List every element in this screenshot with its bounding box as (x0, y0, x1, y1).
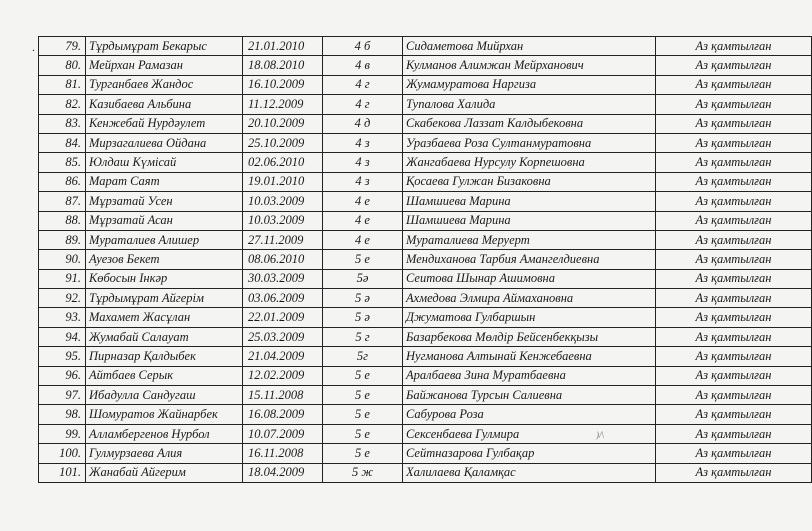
student-name-cell: Алламбергенов Нурбол (86, 424, 243, 443)
table-row (39, 230, 812, 249)
birth-date-cell: 15.11.2008 (243, 386, 323, 405)
student-name-cell: Шомуратов Жайнарбек (86, 405, 243, 424)
status-cell: Аз қамтылған (656, 405, 812, 424)
table-row (39, 95, 812, 114)
row-number-cell: 94. (39, 327, 86, 346)
class-grade-cell: 4 б (323, 37, 403, 56)
class-teacher-cell: Базарбекова Мөлдір Бейсенбекқызы (403, 327, 656, 346)
status-cell: Аз қамтылған (656, 56, 812, 75)
student-name-cell: Айтбаев Серык (86, 366, 243, 385)
birth-date-cell: 11.12.2009 (243, 95, 323, 114)
row-number-cell: 84. (39, 133, 86, 152)
students-table (38, 36, 812, 483)
class-grade-cell: 5 е (323, 424, 403, 443)
student-name-cell: Мұрзатай Асан (86, 211, 243, 230)
row-number-cell: 100. (39, 444, 86, 463)
birth-date-cell: 10.03.2009 (243, 192, 323, 211)
table-row (39, 114, 812, 133)
student-name-cell: Мураталиев Алишер (86, 230, 243, 249)
row-number-cell: 81. (39, 75, 86, 94)
birth-date-cell: 08.06.2010 (243, 250, 323, 269)
student-name-cell: Мұрзатай Усен (86, 192, 243, 211)
table-row (39, 424, 812, 443)
class-teacher-cell: Кулманов Алимжан Мейрханович (403, 56, 656, 75)
class-teacher-cell: Сексенбаева Гулмира (403, 424, 656, 443)
student-name-cell: Кенжебай Нурдәулет (86, 114, 243, 133)
row-number-cell: 83. (39, 114, 86, 133)
class-grade-cell: 5 е (323, 366, 403, 385)
birth-date-cell: 16.11.2008 (243, 444, 323, 463)
student-name-cell: Пирназар Қалдыбек (86, 347, 243, 366)
status-cell: Аз қамтылған (656, 95, 812, 114)
status-cell: Аз қамтылған (656, 444, 812, 463)
table-row (39, 192, 812, 211)
class-teacher-cell: Шамшиева Марина (403, 192, 656, 211)
row-number-cell: 82. (39, 95, 86, 114)
table-row (39, 444, 812, 463)
table-row (39, 347, 812, 366)
status-cell: Аз қамтылған (656, 424, 812, 443)
table-row (39, 172, 812, 191)
birth-date-cell: 21.04.2009 (243, 347, 323, 366)
class-teacher-cell: Сеитова Шынар Ашимовна (403, 269, 656, 288)
class-teacher-cell: Сабурова Роза (403, 405, 656, 424)
status-cell: Аз қамтылған (656, 230, 812, 249)
birth-date-cell: 16.08.2009 (243, 405, 323, 424)
class-grade-cell: 5 ә (323, 289, 403, 308)
class-grade-cell: 5 ж (323, 463, 403, 482)
class-teacher-cell: Жумамуратова Наргиза (403, 75, 656, 94)
table-row (39, 133, 812, 152)
status-cell: Аз қамтылған (656, 192, 812, 211)
table-row (39, 37, 812, 56)
table-row (39, 386, 812, 405)
student-name-cell: Махамет Жасұлан (86, 308, 243, 327)
row-number-cell: 88. (39, 211, 86, 230)
class-teacher-cell: Мураталиева Меруерт (403, 230, 656, 249)
row-number-cell: 86. (39, 172, 86, 191)
student-name-cell: Тұрдымұрат Бекарыс (86, 37, 243, 56)
class-teacher-cell: Уразбаева Роза Султанмуратовна (403, 133, 656, 152)
row-number-cell: 95. (39, 347, 86, 366)
table-body (39, 37, 812, 483)
row-number-cell: 92. (39, 289, 86, 308)
birth-date-cell: 22.01.2009 (243, 308, 323, 327)
table-row (39, 289, 812, 308)
birth-date-cell: 20.10.2009 (243, 114, 323, 133)
class-grade-cell: 4 е (323, 211, 403, 230)
status-cell: Аз қамтылған (656, 172, 812, 191)
class-grade-cell: 5 е (323, 444, 403, 463)
class-teacher-cell: Нугманова Алтынай Кенжебаевна (403, 347, 656, 366)
row-number-cell: 96. (39, 366, 86, 385)
student-name-cell: Мирзагалиева Ойдана (86, 133, 243, 152)
birth-date-cell: 10.07.2009 (243, 424, 323, 443)
row-number-cell: 80. (39, 56, 86, 75)
class-grade-cell: 5 е (323, 405, 403, 424)
row-number-cell: 97. (39, 386, 86, 405)
student-name-cell: Көбосын Інкәр (86, 269, 243, 288)
class-grade-cell: 4 е (323, 230, 403, 249)
student-name-cell: Казибаева Альбина (86, 95, 243, 114)
birth-date-cell: 18.04.2009 (243, 463, 323, 482)
table-row (39, 56, 812, 75)
row-number-cell: 99. (39, 424, 86, 443)
student-name-cell: Жумабай Салауат (86, 327, 243, 346)
birth-date-cell: 19.01.2010 (243, 172, 323, 191)
class-teacher-cell: Халилаева Қаламқас (403, 463, 656, 482)
class-teacher-cell: Мендиханова Тарбия Амангелдиевна (403, 250, 656, 269)
status-cell: Аз қамтылған (656, 463, 812, 482)
status-cell: Аз қамтылған (656, 308, 812, 327)
birth-date-cell: 18.08.2010 (243, 56, 323, 75)
student-name-cell: Марат Саят (86, 172, 243, 191)
class-grade-cell: 5 ә (323, 308, 403, 327)
table-row (39, 75, 812, 94)
class-teacher-cell: Қосаева Гулжан Бизаковна (403, 172, 656, 191)
class-teacher-cell: Аралбаева Зина Муратбаевна (403, 366, 656, 385)
class-grade-cell: 5 е (323, 250, 403, 269)
birth-date-cell: 25.10.2009 (243, 133, 323, 152)
status-cell: Аз қамтылған (656, 347, 812, 366)
row-number-cell: 85. (39, 153, 86, 172)
status-cell: Аз қамтылған (656, 366, 812, 385)
table-row (39, 405, 812, 424)
class-grade-cell: 5г (323, 347, 403, 366)
class-teacher-cell: Жангабаева Нурсулу Корпешовна (403, 153, 656, 172)
birth-date-cell: 16.10.2009 (243, 75, 323, 94)
status-cell: Аз қамтылған (656, 269, 812, 288)
row-number-cell: 87. (39, 192, 86, 211)
status-cell: Аз қамтылған (656, 386, 812, 405)
row-number-cell: 79. (39, 37, 86, 56)
table-row (39, 327, 812, 346)
table-row (39, 153, 812, 172)
class-teacher-cell: Ахмедова Элмира Аймахановна (403, 289, 656, 308)
student-name-cell: Тұрдымұрат Айгерім (86, 289, 243, 308)
row-number-cell: 91. (39, 269, 86, 288)
class-teacher-cell: Шамшиева Марина (403, 211, 656, 230)
table-row (39, 211, 812, 230)
row-number-cell: 93. (39, 308, 86, 327)
row-number-cell: 90. (39, 250, 86, 269)
table-row (39, 366, 812, 385)
class-grade-cell: 4 з (323, 133, 403, 152)
birth-date-cell: 30.03.2009 (243, 269, 323, 288)
class-grade-cell: 4 з (323, 172, 403, 191)
student-name-cell: Ауезов Бекет (86, 250, 243, 269)
status-cell: Аз қамтылған (656, 75, 812, 94)
class-teacher-cell: Сейтназарова Гулбақар (403, 444, 656, 463)
student-name-cell: Жанабай Айгерим (86, 463, 243, 482)
student-name-cell: Юлдаш Күмісай (86, 153, 243, 172)
student-name-cell: Мейрхан Рамазан (86, 56, 243, 75)
class-grade-cell: 4 в (323, 56, 403, 75)
table-row (39, 308, 812, 327)
status-cell: Аз қамтылған (656, 153, 812, 172)
margin-dot: . (32, 40, 35, 54)
row-number-cell: 98. (39, 405, 86, 424)
birth-date-cell: 10.03.2009 (243, 211, 323, 230)
class-grade-cell: 4 е (323, 192, 403, 211)
class-teacher-cell: Байжанова Турсын Салиевна (403, 386, 656, 405)
class-grade-cell: 4 г (323, 95, 403, 114)
status-cell: Аз қамтылған (656, 211, 812, 230)
status-cell: Аз қамтылған (656, 250, 812, 269)
class-grade-cell: 5 е (323, 386, 403, 405)
birth-date-cell: 12.02.2009 (243, 366, 323, 385)
birth-date-cell: 27.11.2009 (243, 230, 323, 249)
status-cell: Аз қамтылған (656, 133, 812, 152)
status-cell: Аз қамтылған (656, 37, 812, 56)
scan-mark: )/\ (596, 430, 604, 440)
student-name-cell: Гулмурзаева Алия (86, 444, 243, 463)
class-teacher-cell: Сидаметова Мийрхан (403, 37, 656, 56)
row-number-cell: 89. (39, 230, 86, 249)
birth-date-cell: 02.06.2010 (243, 153, 323, 172)
status-cell: Аз қамтылған (656, 289, 812, 308)
class-grade-cell: 4 д (323, 114, 403, 133)
class-teacher-cell: Джуматова Гулбаршын (403, 308, 656, 327)
row-number-cell: 101. (39, 463, 86, 482)
class-grade-cell: 5ә (323, 269, 403, 288)
birth-date-cell: 21.01.2010 (243, 37, 323, 56)
status-cell: Аз қамтылған (656, 114, 812, 133)
status-cell: Аз қамтылған (656, 327, 812, 346)
student-name-cell: Ибадулла Сандугаш (86, 386, 243, 405)
class-teacher-cell: Тупалова Халида (403, 95, 656, 114)
class-grade-cell: 4 г (323, 75, 403, 94)
class-teacher-cell: Скабекова Лаззат Калдыбековна (403, 114, 656, 133)
table-row (39, 463, 812, 482)
student-name-cell: Турганбаев Жандос (86, 75, 243, 94)
table-row (39, 269, 812, 288)
birth-date-cell: 25.03.2009 (243, 327, 323, 346)
class-grade-cell: 4 з (323, 153, 403, 172)
class-grade-cell: 5 г (323, 327, 403, 346)
table-row (39, 250, 812, 269)
birth-date-cell: 03.06.2009 (243, 289, 323, 308)
